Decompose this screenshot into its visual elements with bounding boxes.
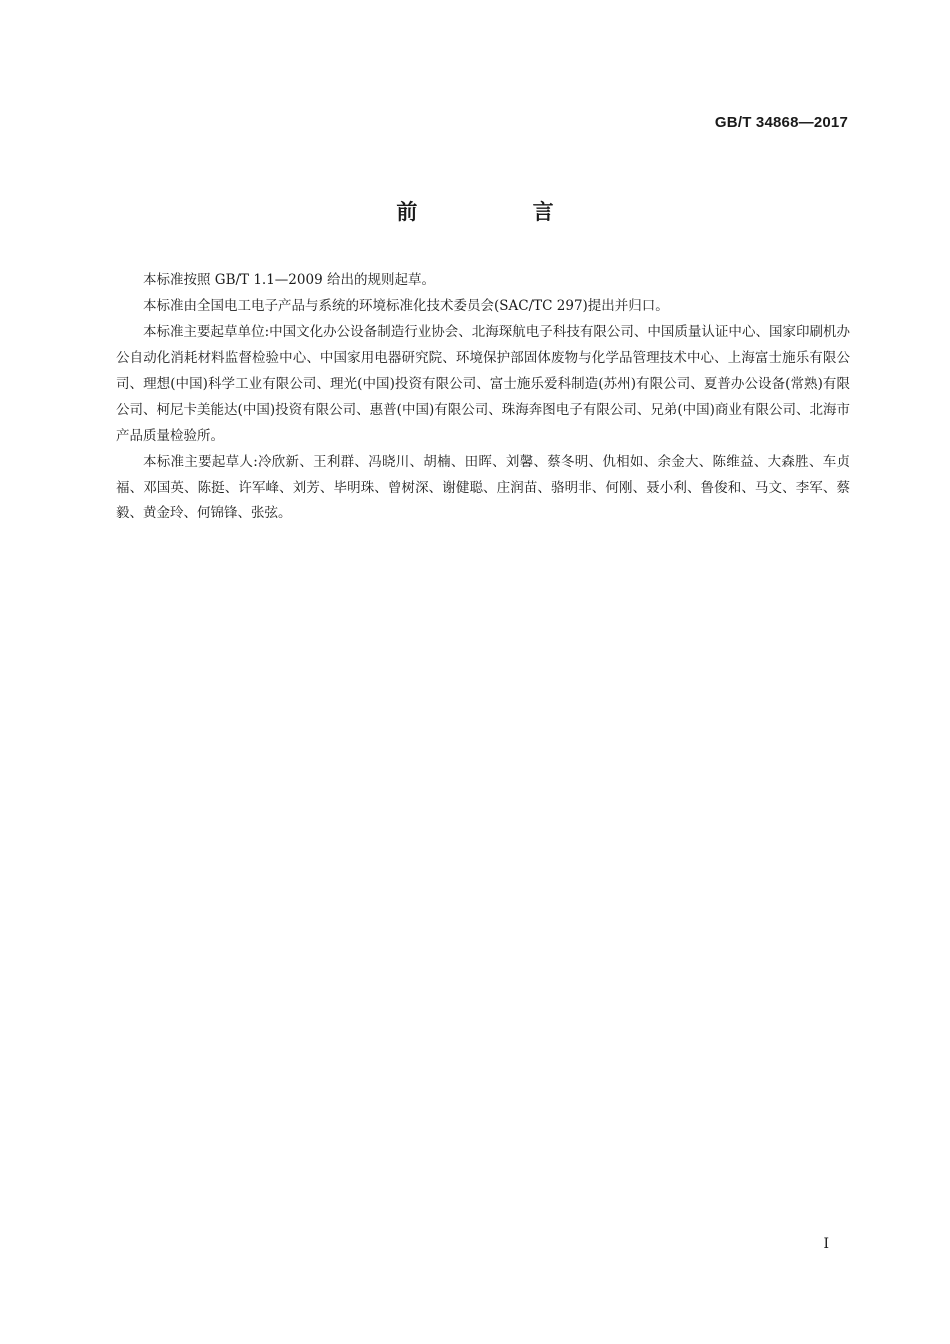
page-title: 前 言 (396, 200, 608, 224)
paragraph-drafters: 本标准主要起草人:冷欣新、王利群、冯晓川、胡楠、田晖、刘馨、蔡冬明、仇相如、余金大、陈维益、大森胜、车贞福、邓国英、陈挺、许军峰、刘芳、毕明珠、曾树深、谢健聪、庄润苗、骆明非、何刚、聂小利、鲁俊和、马文、李军、蔡毅、黄金玲、何锦锋、张弦。 (116, 453, 850, 522)
paragraph-drafting-rules: 本标准按照 GB/T 1.1—2009 给出的规则起草。 (143, 272, 435, 288)
paragraph-proposer: 本标准由全国电工电子产品与系统的环境标准化技术委员会(SAC/TC 297)提出并归口。 (143, 298, 669, 315)
paragraph-drafting-units: 本标准主要起草单位:中国文化办公设备制造行业协会、北海琛航电子科技有限公司、中国质量认证中心、国家印刷机办公自动化消耗材料监督检验中心、中国家用电器研究院、环境保护部固体废物与化学品管理技术中心、上海富士施乐有限公司、理想(中国)科学工业有限公司、理光(中国)投资有限公司、富士施乐爱科制造(苏州)有限公司、夏普办公设备(常熟)有限公司、柯尼卡美能达(中国)投资有限公司、惠普(中国)有限公司、珠海奔图电子有限公司、兄弟(中国)商业有限公司、北海市产品质量检验所。 (116, 324, 850, 444)
page-number: I (823, 1236, 829, 1252)
foreword-body (116, 268, 850, 528)
standard-code: GB/T 34868—2017 (714, 114, 848, 131)
